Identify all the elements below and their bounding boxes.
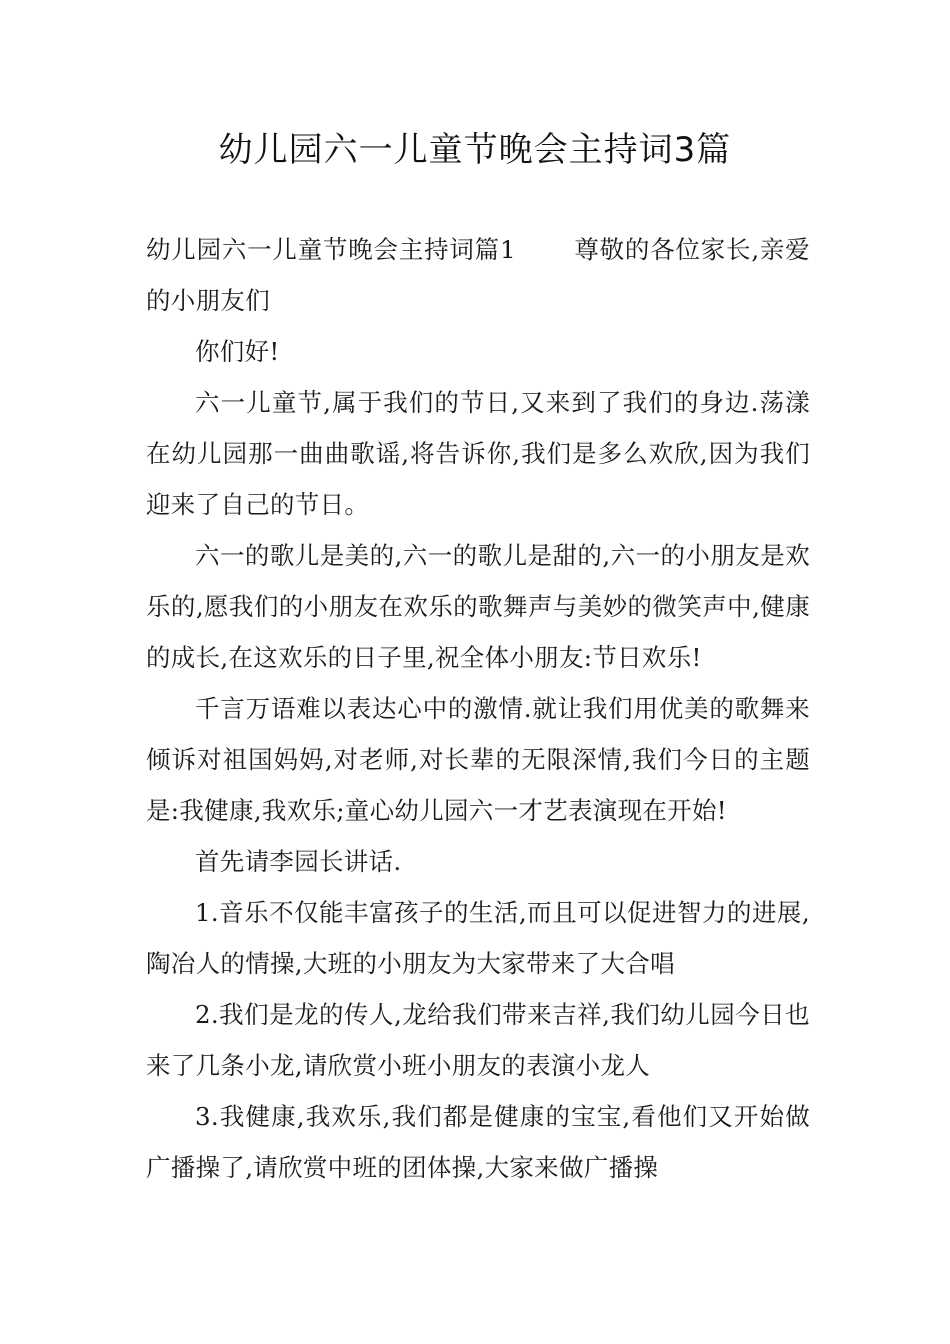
document-body — [146, 224, 810, 1193]
intro-paragraph — [146, 224, 810, 326]
paragraph: 六一儿童节,属于我们的节日,又来到了我们的身边.荡漾在幼儿园那一曲曲歌谣,将告诉你,我们是多么欢欣,因为我们迎来了自己的节日。 — [146, 388, 810, 519]
paragraph: 你们好! — [195, 337, 280, 366]
paragraph: 六一的歌儿是美的,六一的歌儿是甜的,六一的小朋友是欢乐的,愿我们的小朋友在欢乐的歌舞声与美妙的微笑声中,健康的成长,在这欢乐的日子里,祝全体小朋友:节日欢乐! — [146, 541, 810, 672]
paragraph: 千言万语难以表达心中的激情.就让我们用优美的歌舞来倾诉对祖国妈妈,对老师,对长辈的无限深情,我们今日的主题是:我健康,我欢乐;童心幼儿园六一才艺表演现在开始! — [146, 694, 810, 825]
greeting-text: 尊敬的各位家长,亲爱的小朋友们 — [146, 235, 810, 315]
document-title: 幼儿园六一儿童节晚会主持词3篇 — [218, 130, 732, 170]
list-item: 1.音乐不仅能丰富孩子的生活,而且可以促进智力的进展,陶冶人的情操,大班的小朋友为大家带来了大合唱 — [146, 898, 810, 978]
paragraph: 首先请李园长讲话. — [195, 847, 402, 876]
list-item: 3.我健康,我欢乐,我们都是健康的宝宝,看他们又开始做广播操了,请欣赏中班的团体操,大家来做广播操 — [146, 1102, 810, 1182]
list-item: 2.我们是龙的传人,龙给我们带来吉祥,我们幼儿园今日也来了几条小龙,请欣赏小班小朋友的表演小龙人 — [146, 1000, 810, 1080]
section-heading: 幼儿园六一儿童节晚会主持词篇1 — [146, 235, 516, 264]
